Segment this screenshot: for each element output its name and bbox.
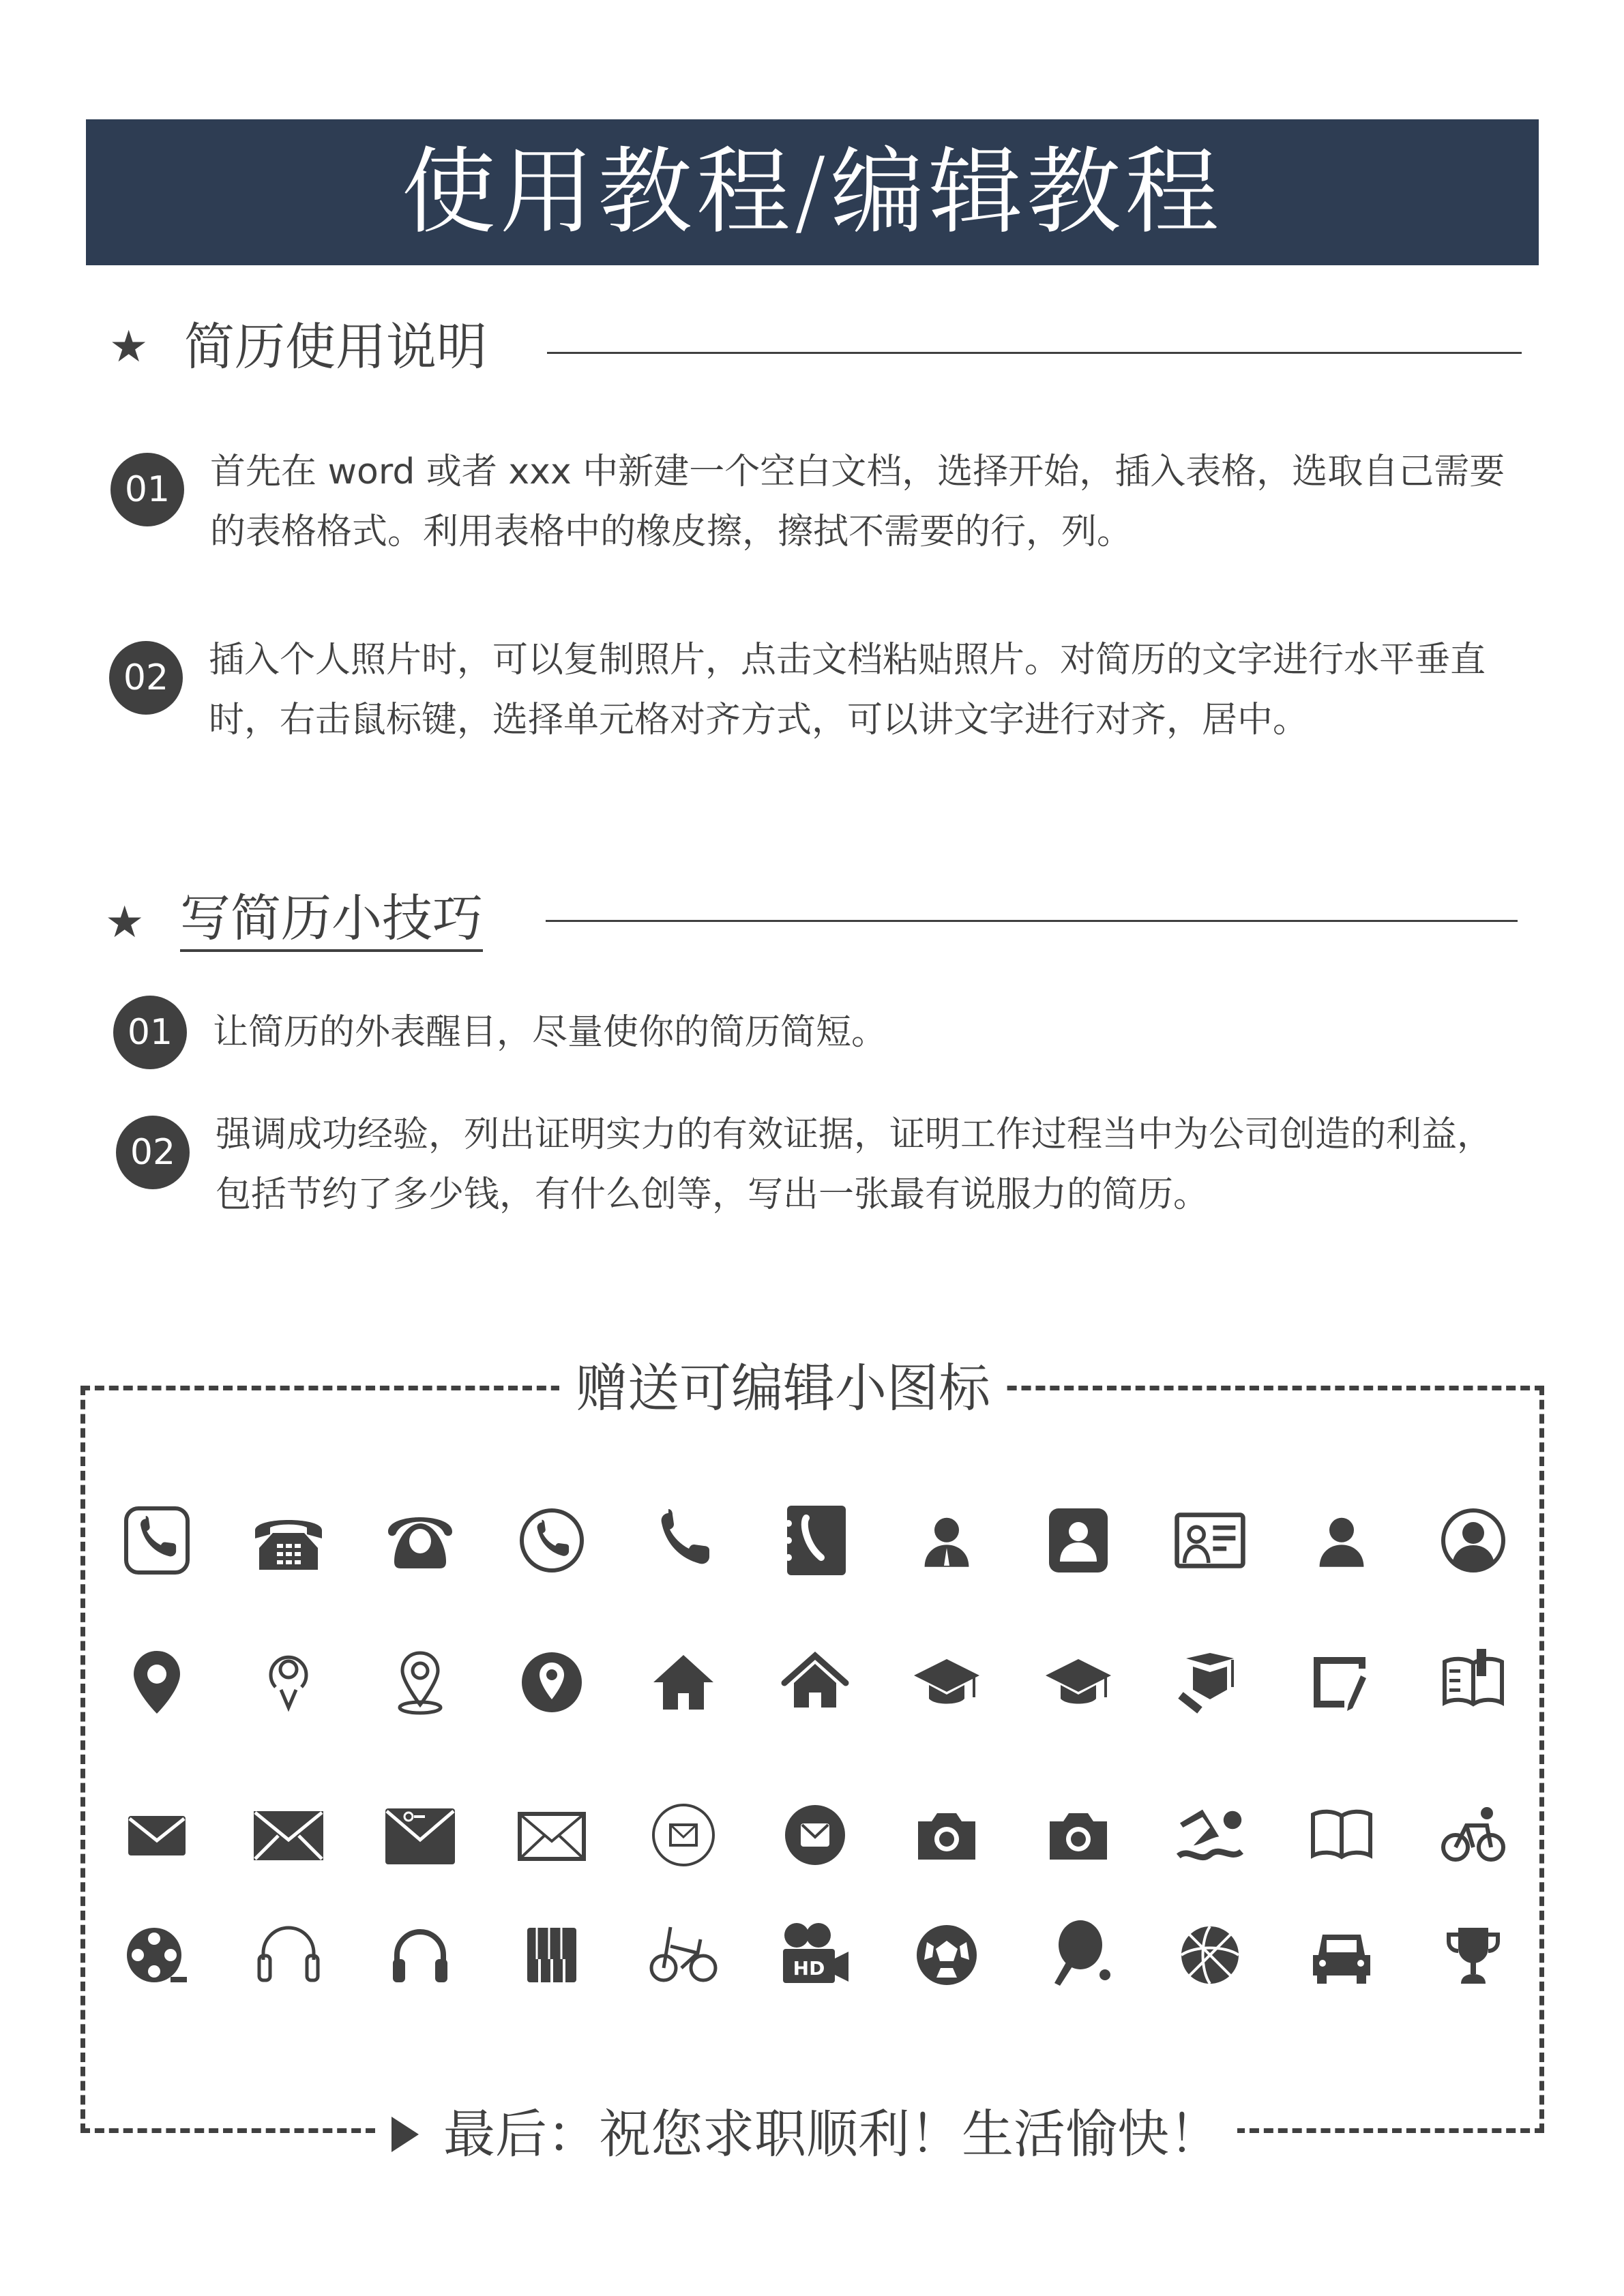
location-signal-icon [248, 1645, 329, 1720]
star-icon: ★ [109, 322, 149, 372]
swimming-icon [1169, 1798, 1251, 1873]
icon-row-location-education [116, 1645, 1514, 1720]
phone-book-icon [774, 1503, 856, 1578]
person-card-icon [1037, 1503, 1119, 1578]
section-divider [546, 920, 1518, 922]
person-circle-icon [1432, 1503, 1514, 1578]
bicycle-icon [643, 1918, 724, 1993]
item-text: 首先在 word 或者 xxx 中新建一个空白文档，选择开始，插入表格，选取自己需要的表格格式。利用表格中的橡皮擦，擦拭不需要的行，列。 [210, 451, 1505, 552]
rotary-phone-icon [379, 1503, 461, 1578]
trophy-icon [1432, 1918, 1514, 1993]
list-item [113, 996, 1522, 1069]
cycling-icon [1432, 1798, 1514, 1873]
list-item [109, 641, 1518, 750]
step-badge: 01 [110, 453, 184, 526]
headphones-icon [379, 1918, 461, 1993]
icon-gift-box [80, 1386, 1544, 2133]
location-ground-icon [379, 1645, 461, 1720]
mail-icon [116, 1798, 198, 1873]
mail-circle-icon [774, 1798, 856, 1873]
house-outline-icon [774, 1645, 856, 1720]
star-icon: ★ [105, 897, 145, 948]
soccer-ball-icon [906, 1918, 988, 1993]
edit-note-icon [1301, 1645, 1383, 1720]
basketball-icon [1169, 1918, 1251, 1993]
list-item [110, 453, 1520, 562]
film-reel-icon [116, 1918, 198, 1993]
headphones-outline-icon [248, 1918, 329, 1993]
step-badge: 02 [116, 1116, 190, 1189]
section-tips-heading [105, 889, 483, 952]
svg-text:HD: HD [793, 1957, 825, 1980]
closing-text: 最后：祝您求职顺利！生活愉快！ [443, 2104, 1221, 2164]
icon-row-leisure [116, 1918, 1514, 1993]
ping-pong-icon [1037, 1918, 1119, 1993]
person-tie-icon [906, 1503, 988, 1578]
header-banner [86, 119, 1539, 265]
icon-row-contact [116, 1503, 1514, 1578]
graduation-cap-alt-icon [1037, 1645, 1119, 1720]
section-usage-heading [109, 318, 487, 376]
graduation-diploma-icon [1169, 1645, 1251, 1720]
section-title: 简历使用说明 [184, 318, 487, 376]
camera-icon [906, 1798, 988, 1873]
page-title: 使用教程/编辑教程 [401, 137, 1224, 247]
id-card-icon [1169, 1503, 1251, 1578]
graduation-cap-icon [906, 1645, 988, 1720]
icon-row-mail-hobbies [116, 1798, 1514, 1873]
item-text: 让简历的外表醒目，尽量使你的简历简短。 [213, 1012, 887, 1053]
piano-keys-icon [511, 1918, 593, 1993]
mail-large-icon [248, 1798, 329, 1873]
car-icon [1301, 1918, 1383, 1993]
item-text: 插入个人照片时，可以复制照片，点击文档粘贴照片。对简历的文字进行水平垂直时，右击鼠标键，选择单元格对齐方式，可以讲文字进行对齐，居中。 [209, 640, 1486, 741]
person-icon [1301, 1503, 1383, 1578]
phone-box-icon [116, 1503, 198, 1578]
section-divider [547, 352, 1522, 354]
list-item [116, 1116, 1525, 1225]
step-badge: 02 [109, 641, 183, 715]
location-circle-icon [511, 1645, 593, 1720]
house-icon [643, 1645, 724, 1720]
closing-message [375, 2104, 1237, 2164]
open-book-bookmark-icon [1432, 1645, 1514, 1720]
section-title: 写简历小技巧 [180, 893, 483, 952]
open-book-icon [1301, 1798, 1383, 1873]
hd-video-camera-icon [774, 1918, 856, 1993]
mail-outline-icon [511, 1798, 593, 1873]
icon-box-title: 赠送可编辑小图标 [559, 1362, 1007, 1414]
arrow-right-icon [392, 2117, 419, 2152]
phone-handset-icon [643, 1503, 724, 1578]
mail-stamp-icon [379, 1798, 461, 1873]
phone-circle-icon [511, 1503, 593, 1578]
desk-phone-icon [248, 1503, 329, 1578]
step-badge: 01 [113, 996, 187, 1069]
mail-circle-outline-icon [643, 1798, 724, 1873]
item-text: 强调成功经验，列出证明实力的有效证据，证明工作过程当中为公司创造的利益，包括节约了多少钱，有什么创等，写出一张最有说服力的简历。 [216, 1114, 1493, 1215]
location-pin-icon [116, 1645, 198, 1720]
camera-alt-icon [1037, 1798, 1119, 1873]
